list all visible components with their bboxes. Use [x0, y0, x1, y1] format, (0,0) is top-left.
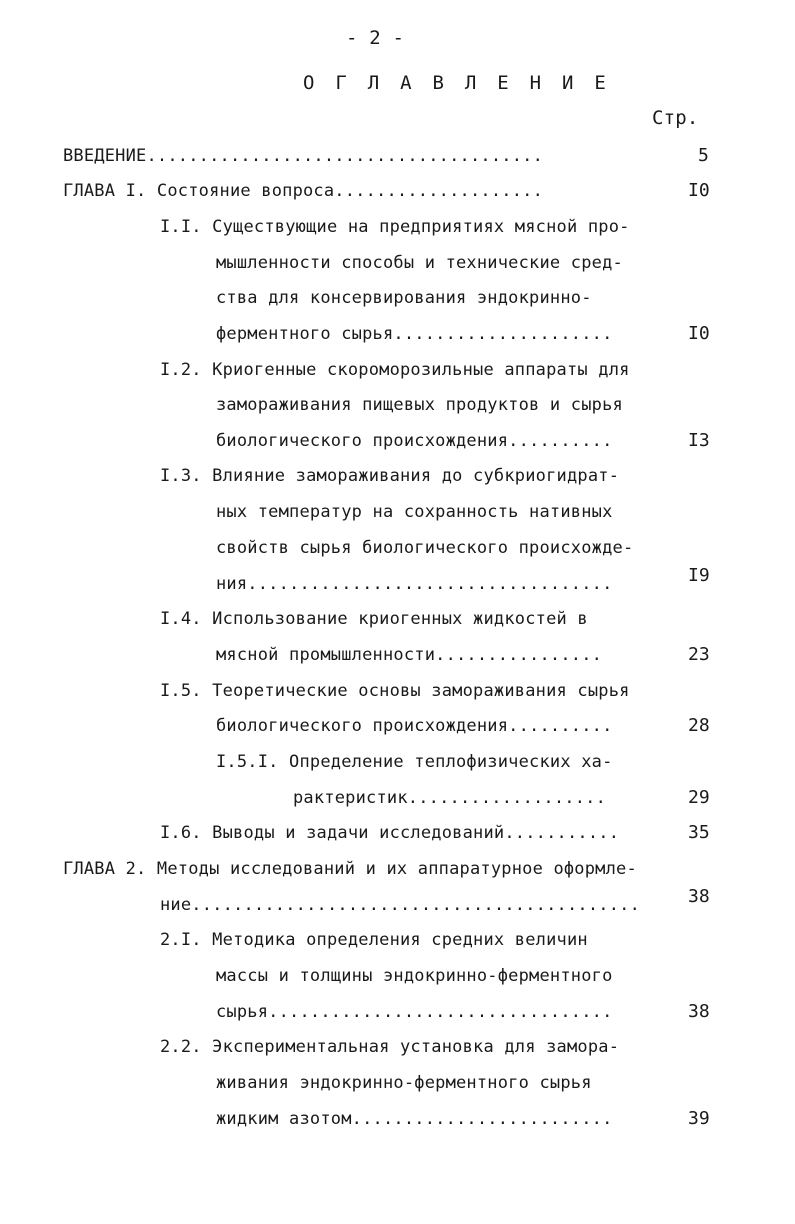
- toc-entry-page: 38: [688, 1001, 710, 1022]
- toc-entry-page: I0: [688, 323, 710, 344]
- toc-entry-line: ства для консервирования эндокринно-: [216, 288, 592, 308]
- toc-entry-line[interactable]: ГЛАВА 2. Методы исследований и их аппаратурное оформле-: [63, 859, 637, 879]
- toc-entry-line[interactable]: I.5.I. Определение теплофизических ха-: [216, 752, 613, 772]
- toc-entry-line: мясной промышленности................: [216, 645, 603, 665]
- toc-entry-line[interactable]: ВВЕДЕНИЕ......................................: [63, 146, 544, 166]
- toc-entry-line[interactable]: I.3. Влияние замораживания до субкриогидрат-: [160, 466, 620, 486]
- toc-entry-line[interactable]: I.5. Теоретические основы замораживания сырья: [160, 681, 630, 701]
- page-column-label: Стр.: [652, 107, 699, 129]
- toc-entry-line[interactable]: ГЛАВА I. Состояние вопроса....................: [63, 181, 544, 201]
- toc-entry-line: ния...................................: [216, 574, 613, 594]
- toc-entry-line: ферментного сырья.....................: [216, 324, 613, 344]
- toc-entry-page: 39: [688, 1108, 710, 1129]
- toc-entry-page: 38: [688, 886, 710, 907]
- toc-entry-page: 35: [688, 822, 710, 843]
- toc-title: О Г Л А В Л Е Н И Е: [303, 72, 611, 94]
- toc-entry-line: массы и толщины эндокринно-ферментного: [216, 966, 613, 986]
- page-number: - 2 -: [346, 27, 405, 49]
- toc-entry-line[interactable]: I.6. Выводы и задачи исследований...........: [160, 823, 620, 843]
- toc-entry-page: 23: [688, 644, 710, 665]
- toc-entry-line: жидким азотом.........................: [216, 1109, 613, 1129]
- toc-entry-line[interactable]: I.2. Криогенные скороморозильные аппараты для: [160, 360, 630, 380]
- toc-entry-page: I9: [688, 565, 710, 586]
- toc-entry-line: биологического происхождения..........: [216, 431, 613, 451]
- toc-entry-page: I0: [688, 180, 710, 201]
- toc-entry-page: 29: [688, 787, 710, 808]
- toc-entry-line: ных температур на сохранность нативных: [216, 502, 613, 522]
- toc-entry-line: замораживания пищевых продуктов и сырья: [216, 395, 623, 415]
- toc-entry-line: биологического происхождения..........: [216, 716, 613, 736]
- toc-entry-line[interactable]: I.4. Использование криогенных жидкостей в: [160, 609, 588, 629]
- toc-entry-page: I3: [688, 430, 710, 451]
- toc-entry-line[interactable]: I.I. Существующие на предприятиях мясной про-: [160, 217, 630, 237]
- toc-entry-line: живания эндокринно-ферментного сырья: [216, 1073, 592, 1093]
- toc-entry-page: 5: [698, 145, 709, 166]
- toc-entry-line: сырья.................................: [216, 1002, 613, 1022]
- toc-entry-line: рактеристик...................: [293, 788, 607, 808]
- toc-entry-line[interactable]: 2.2. Экспериментальная установка для замора-: [160, 1037, 620, 1057]
- toc-entry-page: 28: [688, 715, 710, 736]
- toc-entry-line: ние...........................................: [160, 895, 641, 915]
- toc-entry-line[interactable]: 2.I. Методика определения средних величин: [160, 930, 588, 950]
- toc-entry-line: мышленности способы и технические сред-: [216, 253, 623, 273]
- toc-entry-line: свойств сырья биологического происхожде-: [216, 538, 634, 558]
